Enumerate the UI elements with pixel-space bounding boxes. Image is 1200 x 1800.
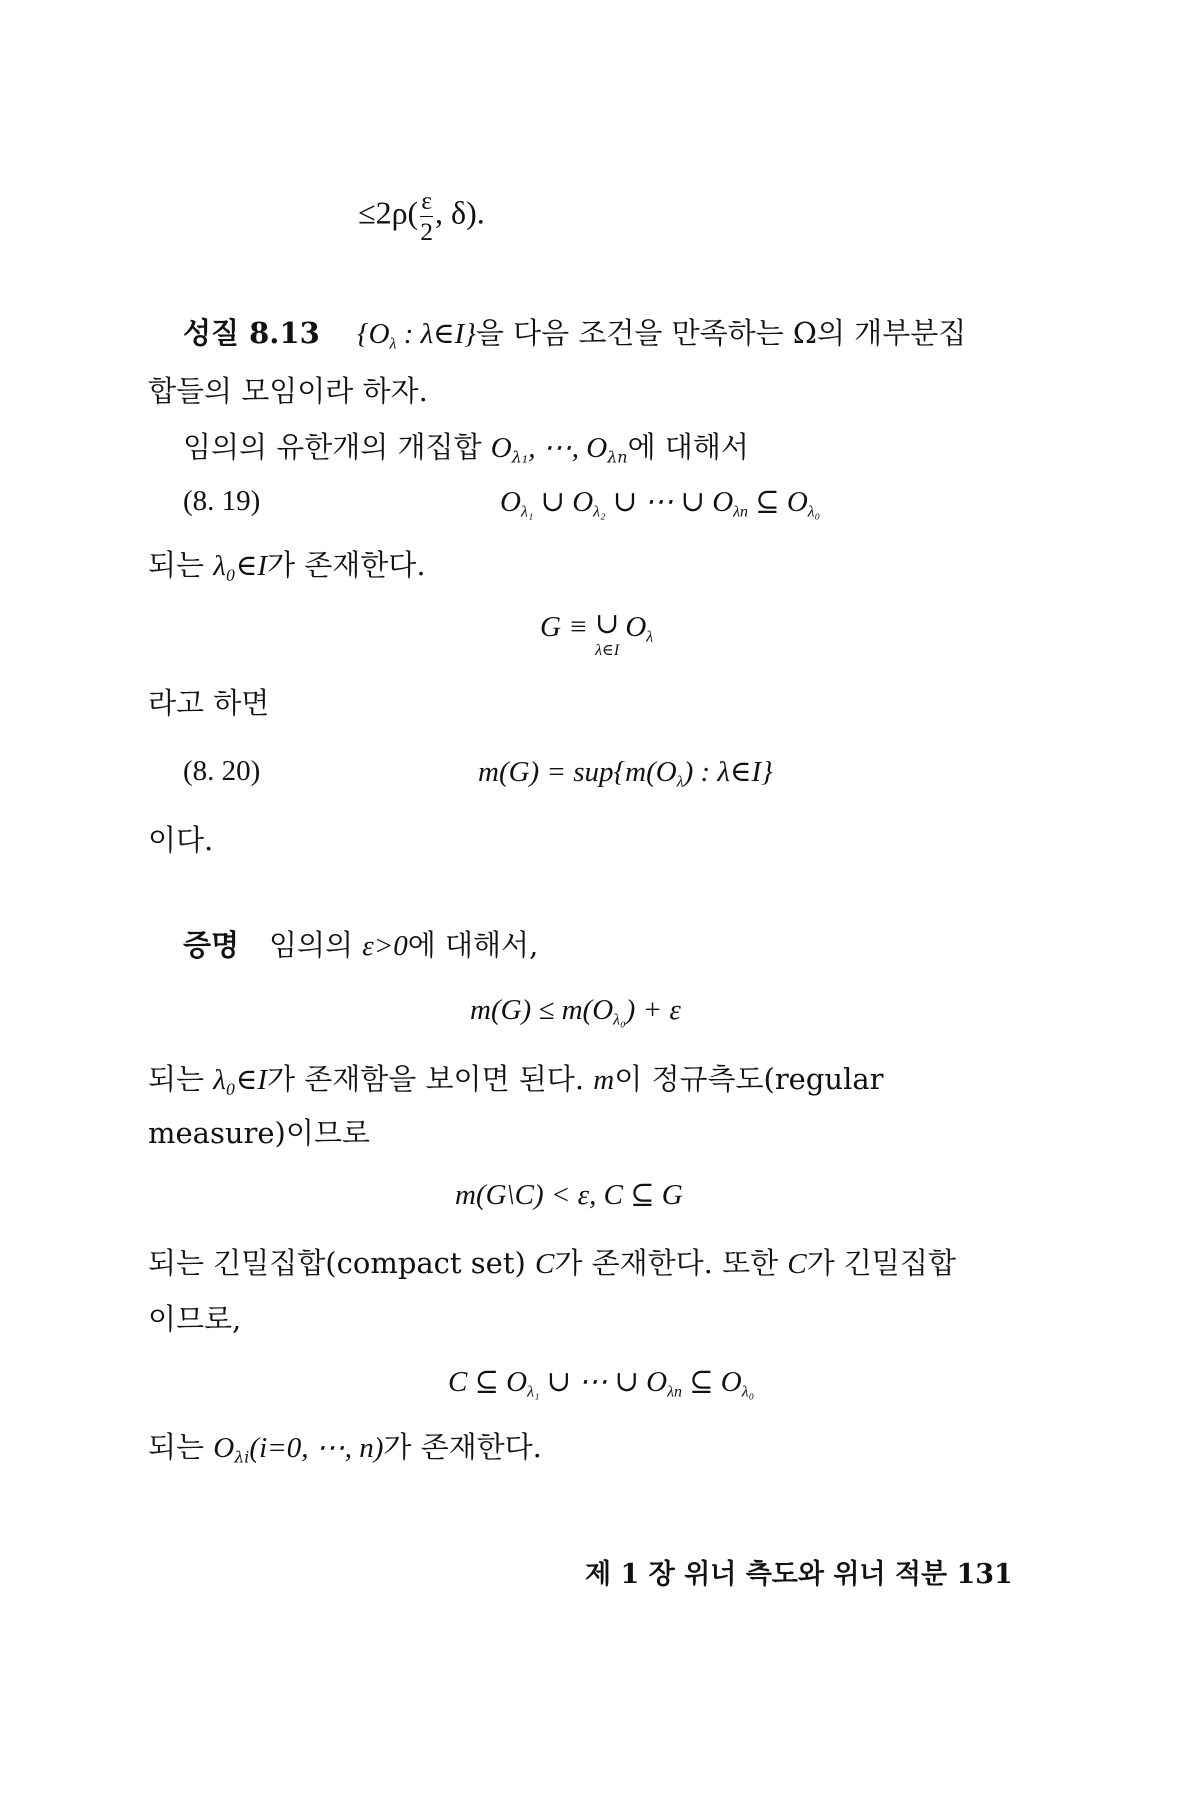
equation-mg: $m(G) \le m(O_{\lambda_0}) + \varepsilon$	[470, 994, 681, 1029]
page-footer: 제 1 장 위너 측도와 위너 적분 131	[585, 1559, 1013, 1590]
compact-line: 되는 긴밀집합(compact set) C가 존재한다. 또한 C가 긴밀집합	[148, 1246, 956, 1280]
hence-line: 이므로,	[148, 1302, 242, 1336]
proof-line: 증명 임의의 ε>0에 대해서,	[183, 928, 539, 962]
property-heading: 성질 8.13	[183, 316, 320, 350]
union-symbol: ∪ λ∈I	[595, 608, 620, 659]
equation-8-20: $m(G) = sup\{m(O_\lambda)$ : λ∈I}	[478, 756, 773, 791]
property-line-3: 임의의 유한개의 개집합 $O_{\lambda_1}$, ⋯, $O_{\lambda n}$에 대해서	[183, 430, 749, 467]
equation-c-subset: C ⊆ $O_{\lambda_1}$ ∪ ⋯ ∪ $O_{\lambda n}$ ⊆ $O_{\lambda_0}$	[448, 1366, 755, 1401]
equation-compact: m(G\C) < ε, C ⊆ G	[455, 1179, 683, 1211]
exists-line: 되는 λ₀∈I가 존재한다.	[148, 548, 426, 582]
equation-8-19: $O_{\lambda_1}$ ∪ $O_{\lambda_2}$ ∪ ⋯ ∪ $O_{\lambda n}$ ⊆ $O_{\lambda_0}$	[500, 486, 821, 521]
equation-number-8-20: (8. 20)	[183, 755, 261, 787]
let-line: 라고 하면	[148, 686, 270, 720]
g-definition: G ≡ ∪ λ∈I $O_\lambda$	[540, 608, 654, 659]
fraction: $\frac{\varepsilon}{2}$	[420, 186, 433, 246]
property-line-1: 성질 8.13 {$O_\lambda$ : λ∈I}을 다음 조건을 만족하는 Ω의 개부분집	[183, 316, 967, 353]
equation-number-8-19: (8. 19)	[183, 485, 261, 517]
proof-heading: 증명	[183, 928, 240, 962]
is-line: 이다.	[148, 823, 214, 857]
final-line: 되는 $O_{\lambda i}(i=0$, ⋯, n)가 존재한다.	[148, 1430, 542, 1467]
show-line: 되는 λ₀∈I가 존재함을 보이면 된다. m이 정규측도(regular	[148, 1062, 884, 1096]
top-inequality: ≤2ρ( $\frac{\varepsilon}{2}$ , δ).	[358, 186, 485, 246]
measure-line: measure)이므로	[148, 1116, 370, 1150]
property-line-2: 합들의 모임이라 하자.	[148, 374, 428, 408]
